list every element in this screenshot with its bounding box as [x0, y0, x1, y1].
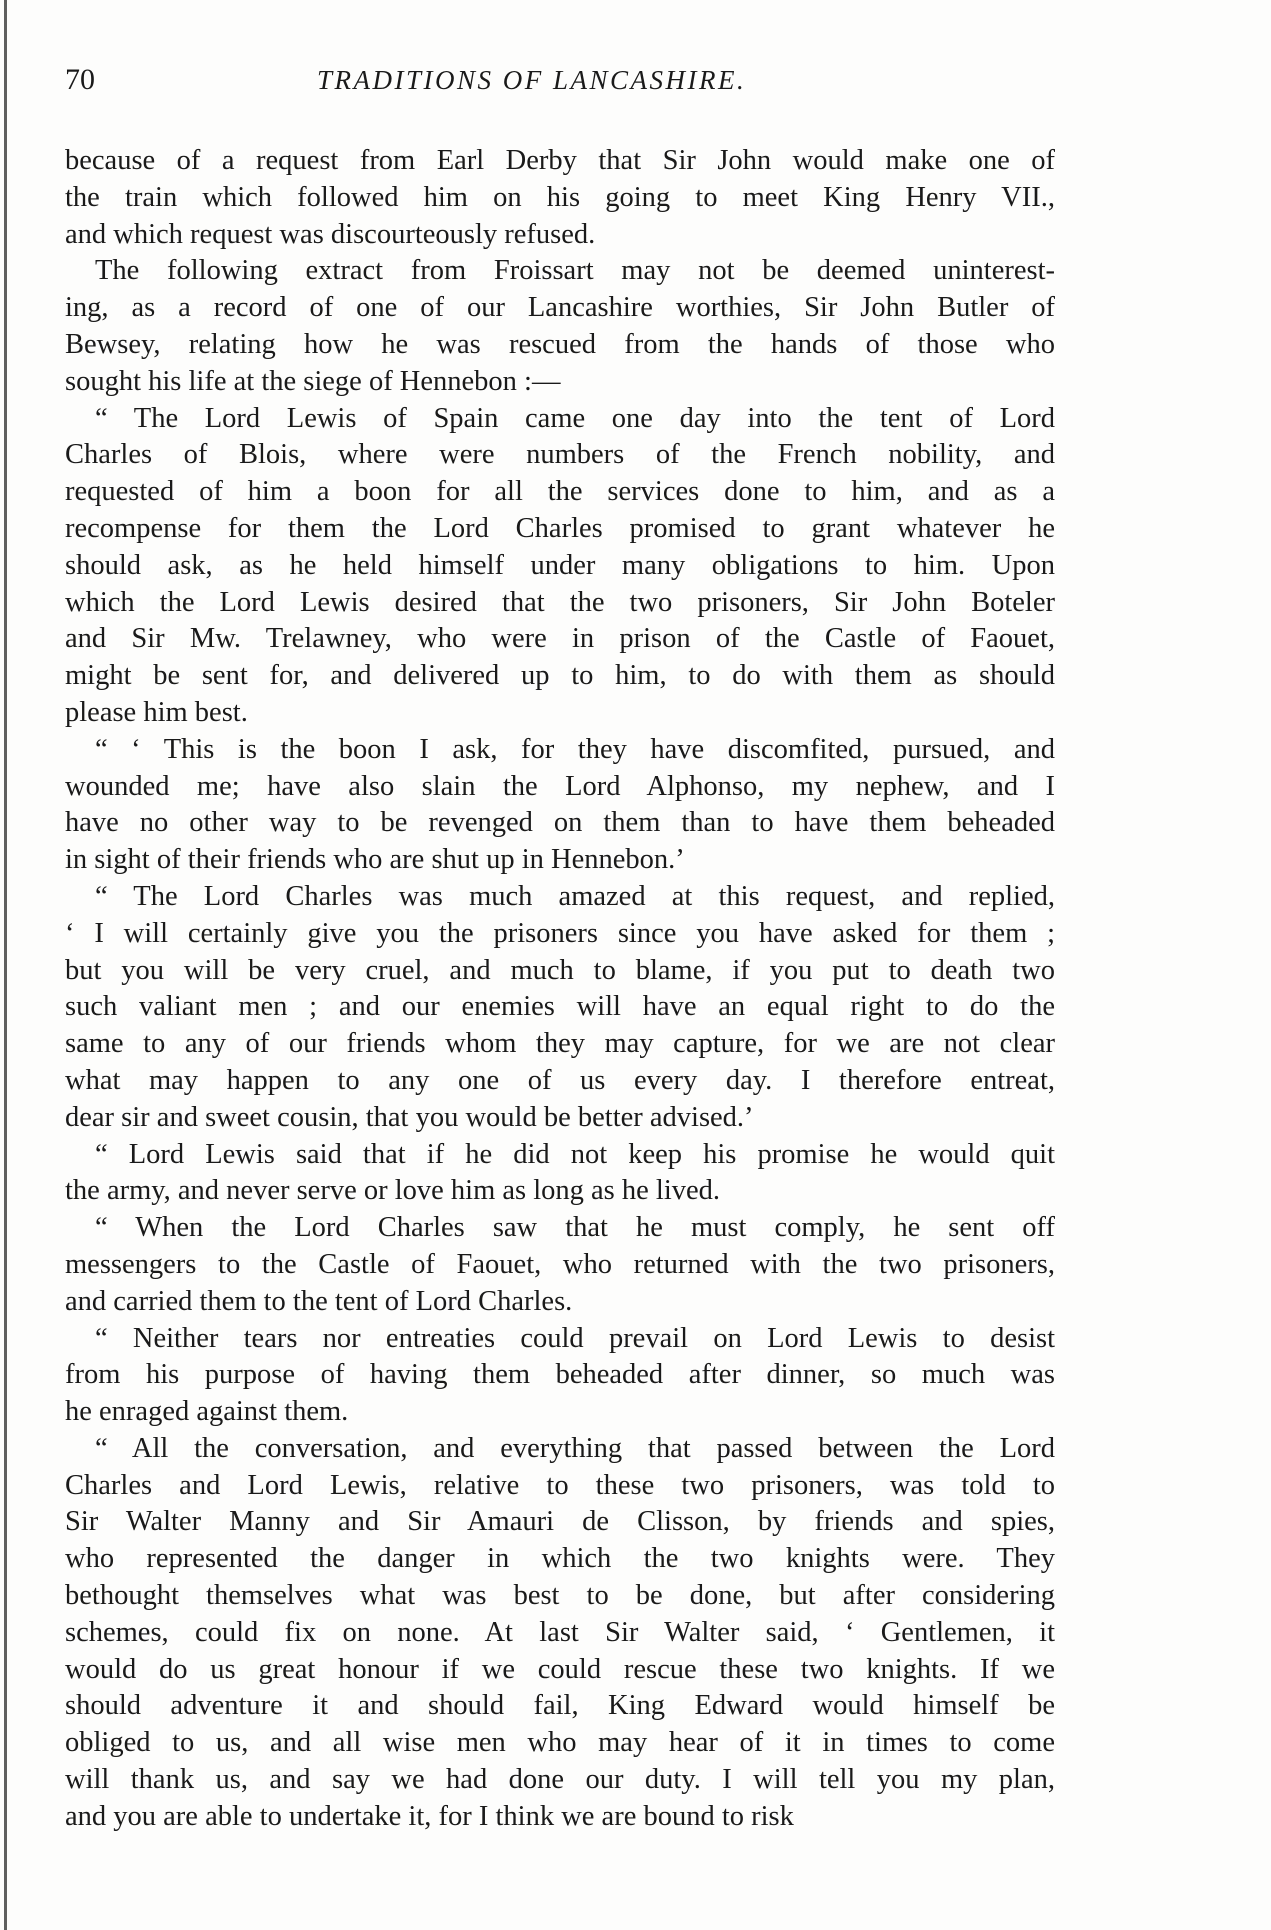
text-line: bethought themselves what was best to be done, but after considering: [65, 1580, 1055, 1612]
text-line: “ The Lord Charles was much amazed at this request, and replied,: [95, 880, 1055, 912]
paragraph: [65, 143, 1055, 253]
text-line: Sir Walter Manny and Sir Amauri de Clisson, by friends and spies,: [65, 1506, 1055, 1538]
text-line: “ Lord Lewis said that if he did not keep his promise he would quit: [95, 1138, 1055, 1170]
page-number: 70: [65, 63, 95, 96]
text-line: have no other way to be revenged on them than to have them beheaded: [65, 807, 1055, 839]
paragraph: [65, 1321, 1055, 1431]
paragraph: [65, 253, 1055, 400]
body-text: [65, 143, 1055, 1836]
text-line: “ ‘ This is the boon I ask, for they have discomfited, pursued, and: [95, 733, 1055, 765]
text-line: in sight of their friends who are shut up in Hennebon.’: [65, 844, 685, 876]
text-line: requested of him a boon for all the services done to him, and as a: [65, 476, 1055, 508]
text-line: the train which followed him on his going to meet King Henry VII.,: [65, 181, 1055, 213]
text-line: recompense for them the Lord Charles promised to grant whatever he: [65, 512, 1055, 544]
paragraph: [65, 879, 1055, 1137]
text-line: sought his life at the siege of Hennebon :—: [65, 365, 561, 397]
text-line: which the Lord Lewis desired that the two prisoners, Sir John Boteler: [65, 586, 1055, 618]
text-line: messengers to the Castle of Faouet, who returned with the two prisoners,: [65, 1248, 1055, 1280]
text-line: but you will be very cruel, and much to blame, if you put to death two: [65, 954, 1055, 986]
paragraph: [65, 1210, 1055, 1320]
binding-edge: [4, 0, 7, 1930]
paragraph: [65, 401, 1055, 732]
text-line: such valiant men ; and our enemies will have an equal right to do the: [65, 991, 1055, 1023]
text-line: “ The Lord Lewis of Spain came one day into the tent of Lord: [95, 402, 1055, 434]
paragraph: [65, 732, 1055, 879]
text-line: who represented the danger in which the two knights were. They: [65, 1543, 1055, 1575]
text-line: obliged to us, and all wise men who may hear of it in times to come: [65, 1727, 1055, 1759]
text-line: and carried them to the tent of Lord Charles.: [65, 1285, 573, 1317]
text-line: and Sir Mw. Trelawney, who were in prison of the Castle of Faouet,: [65, 623, 1055, 655]
text-line: he enraged against them.: [65, 1396, 349, 1428]
text-line: might be sent for, and delivered up to him, to do with them as should: [65, 660, 1055, 692]
text-line: should adventure it and should fail, King Edward would himself be: [65, 1690, 1055, 1722]
text-line: Bewsey, relating how he was rescued from the hands of those who: [65, 328, 1055, 360]
text-line: wounded me; have also slain the Lord Alphonso, my nephew, and I: [65, 770, 1055, 802]
text-line: because of a request from Earl Derby that Sir John would make one of: [65, 145, 1055, 176]
text-line: the army, and never serve or love him as long as he lived.: [65, 1175, 721, 1207]
text-line: “ Neither tears nor entreaties could prevail on Lord Lewis to desist: [95, 1322, 1055, 1354]
text-line: Charles and Lord Lewis, relative to these two prisoners, was told to: [65, 1469, 1055, 1501]
page-header: [65, 58, 1065, 102]
text-line: “ When the Lord Charles saw that he must comply, he sent off: [95, 1212, 1055, 1244]
paragraph: [65, 1137, 1055, 1211]
text-line: ing, as a record of one of our Lancashire worthies, Sir John Butler of: [65, 292, 1055, 324]
text-line: would do us great honour if we could rescue these two knights. If we: [65, 1653, 1055, 1685]
text-line: Charles of Blois, where were numbers of the French nobility, and: [65, 439, 1055, 471]
text-line: The following extract from Froissart may not be deemed uninterest-: [95, 255, 1055, 287]
text-line: same to any of our friends whom they may capture, for we are not clear: [65, 1028, 1055, 1060]
text-line: should ask, as he held himself under many obligations to him. Upon: [65, 549, 1055, 581]
text-line: what may happen to any one of us every day. I therefore entreat,: [65, 1064, 1055, 1096]
paragraph: [65, 1431, 1055, 1836]
text-line: from his purpose of having them beheaded after dinner, so much was: [65, 1359, 1055, 1391]
text-line: ‘ I will certainly give you the prisoners since you have asked for them ;: [65, 917, 1055, 949]
text-line: dear sir and sweet cousin, that you would be better advised.’: [65, 1101, 754, 1133]
text-line: and which request was discourteously refused.: [65, 218, 596, 250]
text-line: “ All the conversation, and everything that passed between the Lord: [95, 1432, 1055, 1464]
running-head: TRADITIONS OF LANCASHIRE.: [317, 65, 747, 95]
text-line: and you are able to undertake it, for I think we are bound to risk: [65, 1800, 794, 1832]
text-line: schemes, could fix on none. At last Sir Walter said, ‘ Gentlemen, it: [65, 1616, 1055, 1648]
text-line: will thank us, and say we had done our duty. I will tell you my plan,: [65, 1764, 1055, 1796]
text-line: please him best.: [65, 696, 248, 728]
